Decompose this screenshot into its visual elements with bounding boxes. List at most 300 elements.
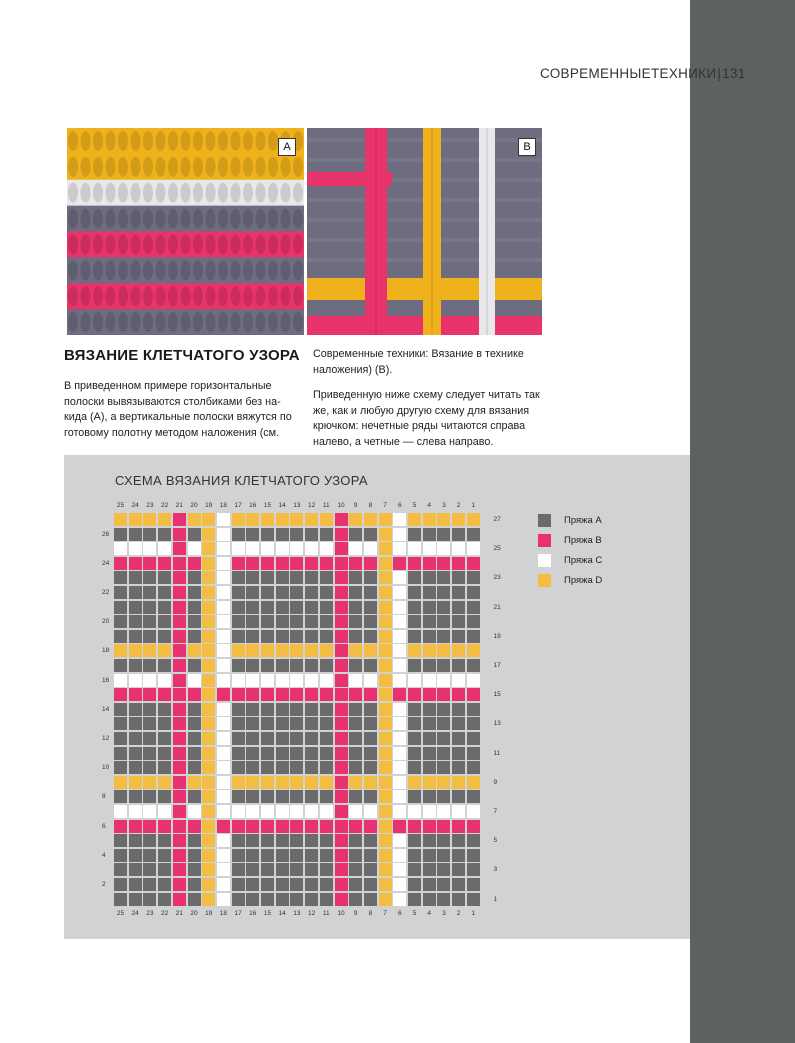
grid-cell (276, 528, 289, 541)
grid-cell (437, 878, 450, 891)
grid-cell (158, 688, 171, 701)
text-line: Приведенную ниже схему следует читать так (313, 389, 540, 401)
stitch-shade (243, 183, 253, 203)
grid-cell (202, 863, 215, 876)
grid-cell (408, 615, 421, 628)
stitch-shade (281, 312, 291, 332)
grid-cell (437, 776, 450, 789)
grid-cell (246, 542, 259, 555)
grid-cell (364, 630, 377, 643)
grid-cell (217, 557, 230, 570)
grid-cell (143, 790, 156, 803)
stitch-shade (156, 312, 166, 332)
grid-cell (305, 790, 318, 803)
grid-cell (261, 790, 274, 803)
grid-cell (408, 644, 421, 657)
grid-cell (349, 688, 362, 701)
stitch-shade (93, 157, 103, 177)
column-number: 6 (397, 910, 402, 918)
grid-cell (379, 688, 392, 701)
grid-cell (423, 717, 436, 730)
grid-cell (217, 630, 230, 643)
grid-cell (202, 601, 215, 614)
grid-cell (467, 776, 480, 789)
grid-cell (114, 805, 127, 818)
grid-cell (364, 557, 377, 570)
stitch-shade (193, 209, 203, 229)
grid-cell (349, 849, 362, 862)
grid-cell (114, 513, 127, 526)
grid-cell (393, 630, 406, 643)
grid-cell (173, 747, 186, 760)
grid-cell (320, 878, 333, 891)
stitch-shade (181, 312, 191, 332)
stitch-shade (256, 234, 266, 254)
grid-cell (320, 717, 333, 730)
grid-cell (129, 790, 142, 803)
grid-cell (452, 528, 465, 541)
grid-cell (393, 849, 406, 862)
grid-cell (408, 630, 421, 643)
grid-cell (158, 615, 171, 628)
grid-cell (217, 513, 230, 526)
text-line: налево, а четные — слева направо. (313, 435, 494, 448)
grid-cell (349, 528, 362, 541)
grid-cell (305, 528, 318, 541)
stitch-shade (156, 209, 166, 229)
column-number: 25 (116, 910, 125, 918)
grid-cell (423, 893, 436, 906)
grid-cell (143, 834, 156, 847)
stitch-shade (168, 209, 178, 229)
grid-cell (143, 849, 156, 862)
grid-cell (320, 834, 333, 847)
grid-cell (452, 747, 465, 760)
grid-cell (320, 601, 333, 614)
grid-cell (437, 717, 450, 730)
grid-cell (232, 790, 245, 803)
grid-cell (173, 586, 186, 599)
grid-cell (158, 703, 171, 716)
stitch-shade (131, 209, 141, 229)
grid-cell (364, 776, 377, 789)
grid-cell (467, 893, 480, 906)
row-number: 12 (102, 735, 110, 742)
grid-cell (320, 747, 333, 760)
stitch-shade (218, 312, 228, 332)
stitch-shade (243, 131, 253, 151)
legend-swatch (538, 514, 551, 527)
text-line: полоски вывязываются столбиками без на- (64, 395, 281, 408)
grid-cell (335, 659, 348, 672)
column-number: 4 (427, 502, 431, 509)
grid-cell (217, 863, 230, 876)
row-number: 5 (493, 837, 498, 845)
grid-cell (129, 513, 142, 526)
grid-cell (290, 717, 303, 730)
grid-cell (393, 586, 406, 599)
chart-title: СХЕМА ВЯЗАНИЯ КЛЕТЧАТОГО УЗОРА (115, 473, 368, 488)
grid-cell (114, 571, 127, 584)
grid-cell (143, 747, 156, 760)
stitch-shade (206, 209, 216, 229)
grid-cell (349, 863, 362, 876)
grid-cell (158, 776, 171, 789)
grid-cell (423, 688, 436, 701)
grid-cell (173, 703, 186, 716)
text-line: Современные техники: Вязание в технике (313, 348, 524, 360)
stitch-shade (218, 131, 228, 151)
grid-cell (290, 849, 303, 862)
grid-cell (349, 542, 362, 555)
grid-cell (408, 586, 421, 599)
column-number: 21 (175, 502, 183, 509)
grid-cell (467, 703, 480, 716)
grid-cell (202, 703, 215, 716)
grid-cell (335, 805, 348, 818)
stitch-shade (106, 312, 116, 332)
grid-cell (393, 513, 406, 526)
grid-cell (437, 528, 450, 541)
stitch-shade (218, 183, 228, 203)
stitch-shade (293, 260, 303, 280)
grid-cell (364, 834, 377, 847)
grid-cell (290, 630, 303, 643)
grid-cell (467, 790, 480, 803)
grid-cell (173, 528, 186, 541)
row-number: 11 (493, 749, 501, 757)
stitch-shade (181, 157, 191, 177)
legend-label: Пряжа А (564, 515, 602, 526)
row-number: 20 (102, 618, 110, 626)
grid-cell (143, 717, 156, 730)
grid-cell (202, 630, 215, 643)
grid-cell (364, 747, 377, 760)
grid-cell (129, 878, 142, 891)
grid-cell (202, 834, 215, 847)
grid-cell (408, 542, 421, 555)
grid-cell (173, 805, 186, 818)
grid-cell (349, 820, 362, 833)
stitch-shade (168, 234, 178, 254)
stitch-shade (81, 183, 91, 203)
grid-cell (379, 834, 392, 847)
stitch-shade (93, 260, 103, 280)
row-number: 23 (493, 574, 501, 582)
grid-cell (143, 878, 156, 891)
grid-cell (452, 776, 465, 789)
article-col1 (64, 379, 292, 441)
grid-cell (232, 586, 245, 599)
grid-cell (393, 878, 406, 891)
grid-cell (290, 615, 303, 628)
grid-cell (129, 557, 142, 570)
grid-cell (173, 557, 186, 570)
stitch-shade (281, 286, 291, 306)
grid-cell (143, 571, 156, 584)
grid-cell (379, 878, 392, 891)
grid-cell (320, 528, 333, 541)
grid-cell (246, 761, 259, 774)
grid-cell (129, 849, 142, 862)
grid-cell (393, 717, 406, 730)
grid-cell (364, 644, 377, 657)
grid-cell (379, 542, 392, 555)
stitch-shade (193, 286, 203, 306)
grid-cell (290, 747, 303, 760)
grid-cell (129, 674, 142, 687)
row-number: 10 (102, 764, 110, 772)
grid-cell (393, 528, 406, 541)
grid-cell (246, 644, 259, 657)
grid-cell (408, 703, 421, 716)
grid-cell (188, 776, 201, 789)
grid-cell (467, 571, 480, 584)
grid-cell (114, 790, 127, 803)
grid-cell (437, 644, 450, 657)
stitch-shade (206, 131, 216, 151)
grid-cell (364, 513, 377, 526)
grid-cell (320, 674, 333, 687)
grid-cell (349, 703, 362, 716)
stitch-shade (93, 183, 103, 203)
stitch-shade (231, 234, 241, 254)
grid-cell (408, 849, 421, 862)
grid-cell (261, 732, 274, 745)
stitch-shade (256, 260, 266, 280)
grid-cell (408, 747, 421, 760)
grid-cell (129, 820, 142, 833)
grid-cell (452, 820, 465, 833)
grid-cell (452, 761, 465, 774)
column-number: 24 (131, 502, 139, 509)
stitch-shade (243, 234, 253, 254)
stitch-shade (243, 157, 253, 177)
grid-cell (188, 747, 201, 760)
grid-cell (114, 674, 127, 687)
grid-cell (173, 513, 186, 526)
grid-cell (261, 893, 274, 906)
grid-cell (423, 601, 436, 614)
grid-cell (143, 601, 156, 614)
grid-cell (114, 820, 127, 833)
grid-cell (232, 761, 245, 774)
grid-cell (349, 776, 362, 789)
grid-cell (188, 893, 201, 906)
grid-cell (143, 528, 156, 541)
stitch-shade (143, 260, 153, 280)
stitch-shade (143, 183, 153, 203)
grid-cell (320, 761, 333, 774)
grid-cell (129, 834, 142, 847)
stitch-shade (243, 286, 253, 306)
grid-cell (261, 542, 274, 555)
grid-cell (261, 513, 274, 526)
grid-cell (188, 630, 201, 643)
stitch-shade (118, 286, 128, 306)
grid-cell (305, 601, 318, 614)
stitch-shade (206, 157, 216, 177)
grid-cell (423, 820, 436, 833)
column-number: 16 (249, 502, 257, 509)
grid-cell (158, 893, 171, 906)
photo-b-label: B (518, 138, 536, 156)
stitch-shade (268, 260, 278, 280)
grid-cell (364, 820, 377, 833)
grid-cell (143, 586, 156, 599)
grid-cell (305, 703, 318, 716)
stitch-shade (206, 260, 216, 280)
grid-cell (437, 557, 450, 570)
grid-cell (114, 761, 127, 774)
grid-cell (290, 674, 303, 687)
stitch-shade (168, 312, 178, 332)
column-number: 7 (383, 502, 387, 509)
grid-cell (158, 790, 171, 803)
grid-cell (335, 849, 348, 862)
grid-cell (305, 513, 318, 526)
row-number: 26 (102, 530, 110, 538)
grid-cell (173, 878, 186, 891)
grid-cell (232, 542, 245, 555)
grid-cell (246, 630, 259, 643)
legend-swatch (538, 554, 551, 567)
grid-cell (379, 893, 392, 906)
stitch-shade (181, 183, 191, 203)
grid-cell (467, 528, 480, 541)
grid-cell (349, 761, 362, 774)
row-number: 9 (493, 778, 498, 786)
stitch-shade (256, 131, 266, 151)
row-number: 2 (102, 881, 106, 888)
grid-cell (335, 528, 348, 541)
stitch-shade (281, 234, 291, 254)
grid-cell (188, 820, 201, 833)
grid-cell (202, 732, 215, 745)
side-bar (690, 0, 795, 1043)
row-number: 1 (493, 895, 498, 903)
grid-cell (393, 659, 406, 672)
stitch-shade (68, 260, 78, 280)
grid-cell (408, 834, 421, 847)
grid-cell (188, 674, 201, 687)
legend-swatch (538, 534, 551, 547)
column-number: 8 (368, 910, 373, 918)
grid-cell (379, 790, 392, 803)
stitch-shade (81, 286, 91, 306)
row-number: 22 (102, 589, 110, 596)
grid-cell (202, 790, 215, 803)
stitch-shade (106, 157, 116, 177)
grid-cell (423, 790, 436, 803)
grid-cell (437, 834, 450, 847)
grid-cell (290, 820, 303, 833)
grid-cell (173, 674, 186, 687)
column-number: 12 (307, 502, 316, 509)
grid-cell (276, 732, 289, 745)
grid-cell (335, 761, 348, 774)
grid-cell (202, 893, 215, 906)
grid-cell (114, 878, 127, 891)
grid-cell (364, 586, 377, 599)
stitch-shade (193, 312, 203, 332)
row-number: 6 (102, 822, 106, 830)
grid-cell (158, 542, 171, 555)
grid-cell (320, 586, 333, 599)
grid-cell (335, 820, 348, 833)
row-number: 14 (102, 705, 110, 713)
grid-cell (437, 601, 450, 614)
stitch-shade (118, 157, 128, 177)
grid-cell (408, 717, 421, 730)
grid-cell (290, 732, 303, 745)
grid-cell (335, 586, 348, 599)
stitch-shade (68, 312, 78, 332)
grid-cell (202, 615, 215, 628)
stitch-shade (193, 183, 203, 203)
grid-cell (217, 528, 230, 541)
stitch-shade (181, 286, 191, 306)
grid-cell (158, 820, 171, 833)
grid-cell (393, 703, 406, 716)
column-number: 4 (427, 910, 431, 918)
stitch-shade (168, 131, 178, 151)
grid-cell (335, 732, 348, 745)
stitch-shade (181, 234, 191, 254)
stitch-shade (106, 209, 116, 229)
grid-cell (349, 630, 362, 643)
grid-cell (246, 601, 259, 614)
grid-cell (202, 805, 215, 818)
grid-cell (393, 790, 406, 803)
row-number: 16 (102, 676, 110, 684)
grid-cell (379, 776, 392, 789)
legend-label: Пряжа С (564, 555, 603, 566)
grid-cell (452, 849, 465, 862)
grid-cell (320, 732, 333, 745)
grid-cell (379, 615, 392, 628)
grid-cell (379, 732, 392, 745)
grid-cell (217, 893, 230, 906)
grid-cell (437, 630, 450, 643)
grid-cell (290, 644, 303, 657)
column-number: 3 (442, 910, 446, 918)
grid-cell (452, 878, 465, 891)
grid-cell (437, 659, 450, 672)
grid-cell (393, 601, 406, 614)
grid-cell (408, 571, 421, 584)
grid-cell (290, 557, 303, 570)
stitch-shade (218, 234, 228, 254)
grid-cell (467, 601, 480, 614)
grid-cell (261, 528, 274, 541)
grid-cell (305, 849, 318, 862)
grid-cell (364, 849, 377, 862)
grid-cell (261, 571, 274, 584)
grid-cell (290, 542, 303, 555)
stitch-shade (118, 183, 128, 203)
grid-cell (364, 688, 377, 701)
grid-cell (364, 863, 377, 876)
grid-cell (320, 849, 333, 862)
column-number: 8 (368, 502, 373, 509)
grid-cell (188, 557, 201, 570)
stitch-shade (293, 209, 303, 229)
grid-cell (173, 849, 186, 862)
grid-cell (437, 849, 450, 862)
grid-cell (364, 674, 377, 687)
grid-cell (393, 615, 406, 628)
